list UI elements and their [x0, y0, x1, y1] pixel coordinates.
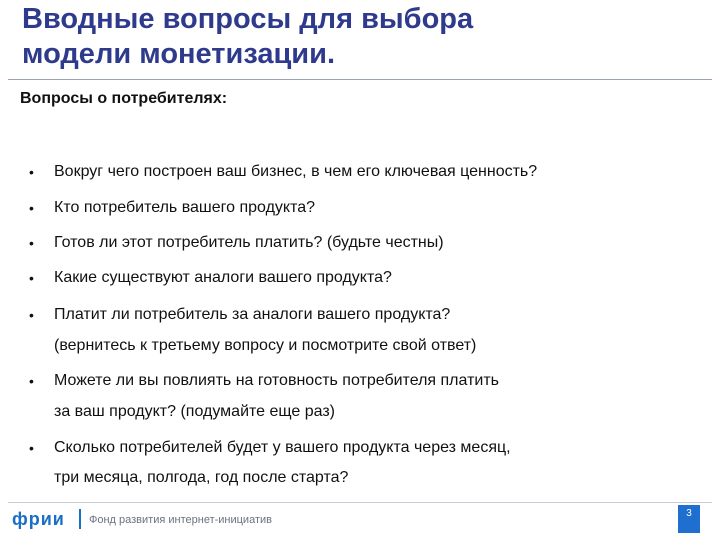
bullet-text: Вокруг чего построен ваш бизнес, в чем его ключевая ценность?	[54, 163, 538, 180]
bullet-text: Кто потребитель вашего продукта?	[54, 199, 316, 216]
slide-title-line-1: Вводные вопросы для выбора	[22, 3, 474, 35]
bullet-text: Можете ли вы повлиять на готовность потребителя платить	[54, 372, 499, 389]
page-number-badge: 3	[678, 505, 700, 533]
footer-organization: Фонд развития интернет-инициатив	[89, 514, 272, 526]
bullet-text-continuation: за ваш продукт? (подумайте еще раз)	[54, 403, 336, 420]
bullet-marker: •	[29, 307, 34, 323]
footer-divider	[8, 502, 712, 503]
slide-title-line-2: модели монетизации.	[22, 38, 336, 70]
bullet-marker: •	[29, 440, 34, 456]
bullet-marker: •	[29, 270, 34, 286]
bullet-text: Готов ли этот потребитель платить? (будьте честны)	[54, 234, 444, 251]
bullet-text-continuation: три месяца, полгода, год после старта?	[54, 469, 349, 486]
bullet-marker: •	[29, 200, 34, 216]
bullet-text: Какие существуют аналоги вашего продукта?	[54, 269, 392, 286]
bullet-text: Платит ли потребитель за аналоги вашего продукта?	[54, 306, 451, 323]
bullet-marker: •	[29, 235, 34, 251]
bullet-text-continuation: (вернитесь к третьему вопросу и посмотрите свой ответ)	[54, 337, 477, 354]
bullet-text: Сколько потребителей будет у вашего продукта через месяц,	[54, 439, 511, 456]
footer-separator	[79, 509, 81, 529]
section-subtitle: Вопросы о потребителях:	[20, 90, 228, 107]
frii-logo: фрии	[12, 509, 65, 529]
bullet-marker: •	[29, 164, 34, 180]
bullet-marker: •	[29, 373, 34, 389]
